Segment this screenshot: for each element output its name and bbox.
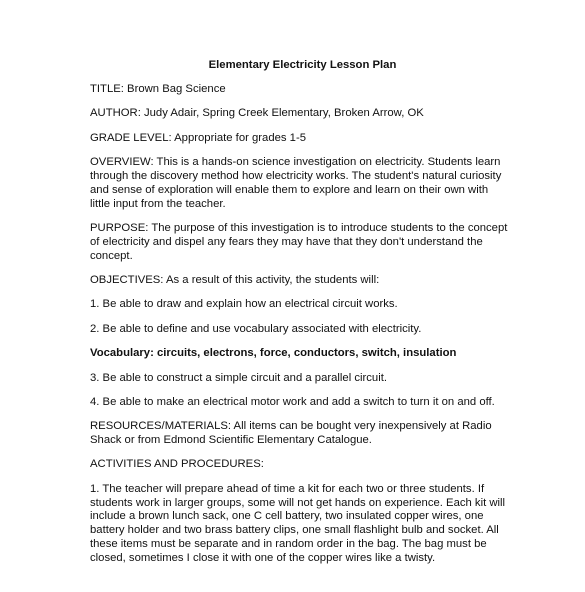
objective-4: 4. Be able to make an electrical motor work and add a switch to turn it on and off. xyxy=(90,395,495,408)
objective-1: 1. Be able to draw and explain how an electrical circuit works. xyxy=(90,298,398,311)
objective-3: 3. Be able to construct a simple circuit and a parallel circuit. xyxy=(90,371,387,384)
objective-2: 2. Be able to define and use vocabulary associated with electricity. xyxy=(90,322,422,335)
overview-paragraph: OVERVIEW: This is a hands-on science investigation on electricity. Students learn through the discovery method how electricity works. The student's natural curiosity and sense of exploration will enable them to explore and learn on their own with little input from the teacher. xyxy=(90,156,502,210)
resources-paragraph: RESOURCES/MATERIALS: All items can be bought very inexpensively at Radio Shack or from Edmond Scientific Elementary Catalogue. xyxy=(90,420,492,447)
document-body xyxy=(90,83,510,576)
purpose-paragraph: PURPOSE: The purpose of this investigation is to introduce students to the concept of electricity and dispel any fears they may have that they don't understand the concept. xyxy=(90,221,508,262)
title-line: TITLE: Brown Bag Science xyxy=(90,83,226,95)
objectives-heading: OBJECTIVES: As a result of this activity, the students will: xyxy=(90,273,380,286)
grade-level-line: GRADE LEVEL: Appropriate for grades 1-5 xyxy=(90,131,307,144)
vocabulary-line: Vocabulary: circuits, electrons, force, conductors, switch, insulation xyxy=(90,347,457,360)
activity-1-paragraph: 1. The teacher will prepare ahead of time a kit for each two or three students. If students work in larger groups, some will not get hands on experience. Each kit will include a brown lunch sack, one C cell battery, two insulated copper wires, one battery holder and two brass battery clips, one small flashlight bulb and socket. All these items must be separate and in random order in the bag. The bag must be closed, sometimes I close it with one of the copper wires like a twisty. xyxy=(90,482,506,564)
author-line: AUTHOR: Judy Adair, Spring Creek Elementary, Broken Arrow, OK xyxy=(90,107,424,120)
document-title: Elementary Electricity Lesson Plan xyxy=(208,59,397,71)
activities-heading: ACTIVITIES AND PROCEDURES: xyxy=(90,458,264,471)
